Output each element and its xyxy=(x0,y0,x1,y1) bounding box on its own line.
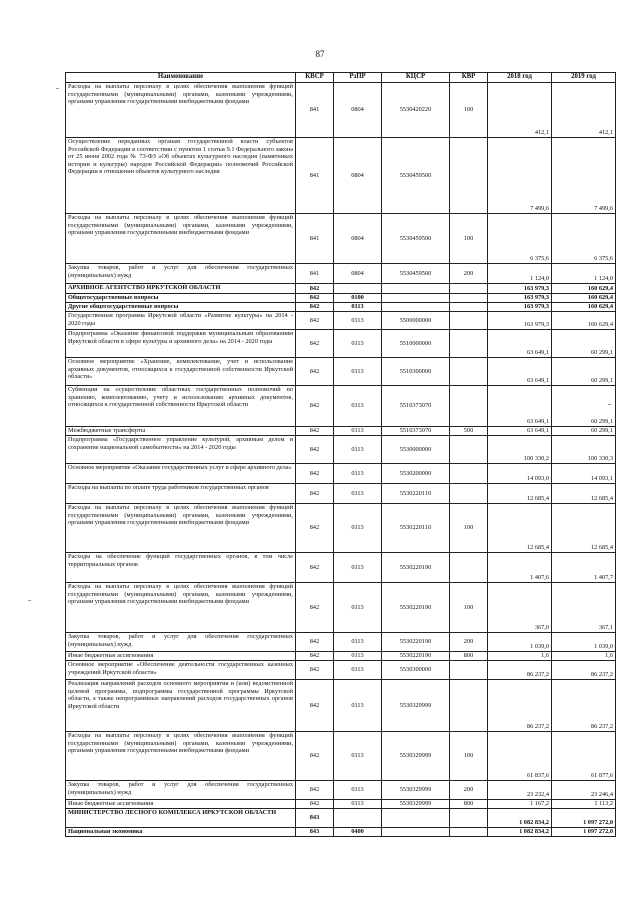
row-kvsr: 842 xyxy=(296,484,334,504)
row-rzpr: 0113 xyxy=(334,312,382,330)
row-rzpr xyxy=(334,284,382,294)
row-2019: 1 097 272,0 xyxy=(552,828,616,837)
row-2019: 1 407,7 xyxy=(552,553,616,583)
row-name: Закупка товаров, работ и услуг для обеспечения государственных (муниципальных) нужд xyxy=(66,781,296,800)
row-name: Основное мероприятие «Обеспечение деятельности государственных казенных учреждений Иркутской области» xyxy=(66,661,296,680)
row-kvr xyxy=(450,138,488,214)
row-kcsr: 5530220110 xyxy=(382,504,450,553)
row-kcsr: 5530200000 xyxy=(382,464,450,484)
row-2018: 1 082 834,2 xyxy=(488,809,552,828)
table-row xyxy=(66,464,616,484)
row-kvr: 800 xyxy=(450,800,488,809)
table-row xyxy=(66,781,616,800)
row-2019: 60 299,1 xyxy=(552,330,616,358)
table-row xyxy=(66,809,616,828)
row-2018: 63 649,1 xyxy=(488,330,552,358)
table-row xyxy=(66,312,616,330)
row-kcsr: 5530420220 xyxy=(382,83,450,138)
header-row xyxy=(66,73,616,83)
row-2019: 60 299,1 xyxy=(552,386,616,427)
row-kvr xyxy=(450,828,488,837)
row-kcsr: 5530459500 xyxy=(382,264,450,284)
row-name: Общегосударственные вопросы xyxy=(66,294,296,303)
row-2019: 86 237,2 xyxy=(552,680,616,732)
row-kvsr: 841 xyxy=(296,214,334,264)
row-rzpr: 0113 xyxy=(334,652,382,661)
row-name: Иные бюджетные ассигнования xyxy=(66,652,296,661)
row-rzpr: 0804 xyxy=(334,83,382,138)
row-rzpr: 0113 xyxy=(334,436,382,464)
row-kvr xyxy=(450,680,488,732)
table-row xyxy=(66,83,616,138)
row-kcsr: 5510000000 xyxy=(382,330,450,358)
row-kvsr: 842 xyxy=(296,464,334,484)
row-name: Расходы на выплаты персоналу в целях обеспечения выполнения функций государственными (муниципальными) органами, казенными учреждениями, органами управления государственными внебюджетными фондами xyxy=(66,732,296,781)
row-rzpr: 0113 xyxy=(334,781,382,800)
row-2019: 61 877,6 xyxy=(552,732,616,781)
scan-speck xyxy=(28,600,31,601)
row-2018: 1 407,6 xyxy=(488,553,552,583)
row-kvsr: 842 xyxy=(296,436,334,464)
table-row xyxy=(66,680,616,732)
row-kcsr: 5500000000 xyxy=(382,312,450,330)
row-kvsr: 841 xyxy=(296,264,334,284)
table-row xyxy=(66,436,616,464)
table-body xyxy=(66,83,616,837)
row-2018: 1 082 834,2 xyxy=(488,828,552,837)
row-name: Расходы на обеспечение функций государственных органов, в том числе территориальных органов xyxy=(66,553,296,583)
row-kvr: 100 xyxy=(450,504,488,553)
row-2018: 63 649,1 xyxy=(488,358,552,386)
table-row xyxy=(66,633,616,652)
row-kvr xyxy=(450,484,488,504)
budget-table xyxy=(65,72,616,837)
row-2019: 100 330,3 xyxy=(552,436,616,464)
row-2018: 61 837,6 xyxy=(488,732,552,781)
row-name: Расходы на выплаты персоналу в целях обеспечения выполнения функций государственными (муниципальными) органами, казенными учреждениями, органами управления государственными внебюджетными фондами xyxy=(66,504,296,553)
row-2018: 1,6 xyxy=(488,652,552,661)
row-kvsr: 842 xyxy=(296,330,334,358)
row-2018: 163 979,3 xyxy=(488,312,552,330)
row-2019: 367,1 xyxy=(552,583,616,633)
row-name: Расходы на выплаты персоналу в целях обеспечения выполнения функций государственными (муниципальными) органами, казенными учреждениями, органами управления государственными внебюджетными фондами xyxy=(66,83,296,138)
row-kcsr: 5530220190 xyxy=(382,553,450,583)
header-rzpr: РзПР xyxy=(334,73,382,83)
scan-speck xyxy=(56,88,59,89)
row-name: Государственная программа Иркутской области «Развитие культуры» на 2014 - 2020 годы xyxy=(66,312,296,330)
row-kvsr: 842 xyxy=(296,386,334,427)
row-kvsr: 842 xyxy=(296,303,334,312)
row-rzpr: 0113 xyxy=(334,633,382,652)
row-2019: 1 124,0 xyxy=(552,264,616,284)
row-name: Субвенции на осуществление областных государственных полномочий по хранению, комплектованию, учету и использованию архивных документов, относящихся к государственной собственности Иркутской области xyxy=(66,386,296,427)
row-kcsr xyxy=(382,809,450,828)
row-kvsr: 842 xyxy=(296,800,334,809)
row-name: Иные бюджетные ассигнования xyxy=(66,800,296,809)
row-2018: 163 979,3 xyxy=(488,294,552,303)
page-number: 87 xyxy=(315,49,325,59)
row-2018: 1 039,0 xyxy=(488,633,552,652)
row-name: Расходы на выплаты персоналу в целях обеспечения выполнения функций государственными (муниципальными) органами, казенными учреждениями, органами управления государственными внебюджетными фондами xyxy=(66,214,296,264)
row-rzpr: 0113 xyxy=(334,504,382,553)
row-kvsr: 842 xyxy=(296,294,334,303)
row-2018: 7 499,6 xyxy=(488,138,552,214)
row-kvsr: 842 xyxy=(296,358,334,386)
row-name: Национальная экономика xyxy=(66,828,296,837)
row-2019: 160 629,4 xyxy=(552,303,616,312)
row-2019: 7 499,6 xyxy=(552,138,616,214)
table-row xyxy=(66,138,616,214)
row-rzpr: 0804 xyxy=(334,214,382,264)
row-kvsr: 842 xyxy=(296,680,334,732)
row-2018: 86 237,2 xyxy=(488,680,552,732)
row-kvr xyxy=(450,358,488,386)
row-2018: 367,0 xyxy=(488,583,552,633)
row-kcsr: 5530329999 xyxy=(382,781,450,800)
row-name: Реализация направлений расходов основного мероприятия и (или) ведомственной целевой программы, подпрограммы государственной программы Иркутской области, а также непрограммных направлений расходов государственных органов Иркутской области xyxy=(66,680,296,732)
row-kvsr: 841 xyxy=(296,138,334,214)
row-name: Межбюджетные трансферты xyxy=(66,427,296,436)
row-kvr xyxy=(450,809,488,828)
row-rzpr xyxy=(334,809,382,828)
row-name: Основное мероприятие «Оказание государственных услуг в сфере архивного дела» xyxy=(66,464,296,484)
row-2019: 1,6 xyxy=(552,652,616,661)
table-row xyxy=(66,264,616,284)
header-2019: 2019 год xyxy=(552,73,616,83)
row-kvr xyxy=(450,303,488,312)
table-row xyxy=(66,828,616,837)
row-rzpr: 0804 xyxy=(334,264,382,284)
table-header xyxy=(66,73,616,83)
row-kcsr: 5530329999 xyxy=(382,680,450,732)
row-kvr xyxy=(450,464,488,484)
row-2019: 60 299,1 xyxy=(552,427,616,436)
scan-speck xyxy=(608,404,611,405)
table-row xyxy=(66,294,616,303)
row-kcsr xyxy=(382,284,450,294)
table-row xyxy=(66,358,616,386)
row-name: Закупка товаров, работ и услуг для обеспечения государственных (муниципальных) нужд xyxy=(66,264,296,284)
row-rzpr: 0113 xyxy=(334,427,382,436)
row-kvr: 200 xyxy=(450,633,488,652)
row-rzpr: 0113 xyxy=(334,680,382,732)
row-2018: 86 237,2 xyxy=(488,661,552,680)
row-2019: 86 237,2 xyxy=(552,661,616,680)
row-2018: 12 685,4 xyxy=(488,484,552,504)
row-kcsr: 5510373070 xyxy=(382,427,450,436)
row-2018: 23 232,4 xyxy=(488,781,552,800)
row-kcsr xyxy=(382,303,450,312)
table-row xyxy=(66,303,616,312)
table-row xyxy=(66,732,616,781)
row-rzpr: 0113 xyxy=(334,800,382,809)
row-kcsr: 5530329999 xyxy=(382,800,450,809)
row-kcsr: 5530329999 xyxy=(382,732,450,781)
row-kvsr: 842 xyxy=(296,427,334,436)
row-name: Расходы на выплаты по оплате труда работников государственных органов xyxy=(66,484,296,504)
row-name: Расходы на выплаты персоналу в целях обеспечения выполнения функций государственными (муниципальными) органами, казенными учреждениями, органами управления государственными внебюджетными фондами xyxy=(66,583,296,633)
row-rzpr: 0804 xyxy=(334,138,382,214)
row-2018: 163 979,3 xyxy=(488,303,552,312)
row-kcsr: 5530220190 xyxy=(382,652,450,661)
row-kcsr: 5530220190 xyxy=(382,583,450,633)
row-kcsr: 5530220110 xyxy=(382,484,450,504)
row-kvsr: 842 xyxy=(296,284,334,294)
header-kvr: КВР xyxy=(450,73,488,83)
row-kvr xyxy=(450,330,488,358)
row-name: Подпрограмма «Оказание финансовой поддержки муниципальным образованиям Иркутской области в сфере культуры и архивного дела» на 2014 - 2020 годы xyxy=(66,330,296,358)
row-kvsr: 842 xyxy=(296,661,334,680)
row-kvr: 200 xyxy=(450,781,488,800)
row-2018: 14 093,0 xyxy=(488,464,552,484)
row-kvsr: 842 xyxy=(296,312,334,330)
row-2019: 14 093,1 xyxy=(552,464,616,484)
row-kvr xyxy=(450,312,488,330)
header-kcsr: КЦСР xyxy=(382,73,450,83)
row-rzpr: 0113 xyxy=(334,464,382,484)
row-kcsr: 5530459500 xyxy=(382,214,450,264)
row-kcsr: 5530300000 xyxy=(382,661,450,680)
table-row xyxy=(66,553,616,583)
table-row xyxy=(66,330,616,358)
table-row xyxy=(66,652,616,661)
row-kvr xyxy=(450,284,488,294)
row-2019: 1 039,0 xyxy=(552,633,616,652)
row-kvsr: 842 xyxy=(296,652,334,661)
table-row xyxy=(66,214,616,264)
row-kvsr: 841 xyxy=(296,83,334,138)
row-rzpr: 0113 xyxy=(334,386,382,427)
table-row xyxy=(66,386,616,427)
row-2019: 60 299,1 xyxy=(552,358,616,386)
row-kvr: 100 xyxy=(450,732,488,781)
header-name: Наименование xyxy=(66,73,296,83)
row-kvsr: 842 xyxy=(296,781,334,800)
row-kvr xyxy=(450,661,488,680)
row-kvr: 800 xyxy=(450,652,488,661)
table-row xyxy=(66,427,616,436)
row-2019: 1 113,2 xyxy=(552,800,616,809)
row-2018: 163 979,3 xyxy=(488,284,552,294)
row-kcsr xyxy=(382,828,450,837)
row-kcsr xyxy=(382,294,450,303)
table-row xyxy=(66,661,616,680)
row-name: Осуществление переданных органам государственной власти субъектов Российской Федерации в соответствии с пунктом 1 статьи 9.1 Федерального закона от 25 июня 2002 года № 73-ФЗ «Об объектах культурного наследия (памятниках истории и культуры) народов Российской Федерации» полномочий Российской Федерации в отношении объектов культурного наследия xyxy=(66,138,296,214)
row-2018: 1 167,2 xyxy=(488,800,552,809)
row-name: МИНИСТЕРСТВО ЛЕСНОГО КОМПЛЕКСА ИРКУТСКОЙ ОБЛАСТИ xyxy=(66,809,296,828)
row-rzpr: 0113 xyxy=(334,330,382,358)
row-rzpr: 0100 xyxy=(334,294,382,303)
row-2019: 23 246,4 xyxy=(552,781,616,800)
row-kvr: 100 xyxy=(450,83,488,138)
row-2018: 412,1 xyxy=(488,83,552,138)
row-rzpr: 0113 xyxy=(334,661,382,680)
row-name: Закупка товаров, работ и услуг для обеспечения государственных (муниципальных) нужд xyxy=(66,633,296,652)
row-kcsr: 5510373070 xyxy=(382,386,450,427)
row-2019: 412,1 xyxy=(552,83,616,138)
row-2018: 63 649,1 xyxy=(488,386,552,427)
row-2019: 12 685,4 xyxy=(552,484,616,504)
row-2018: 63 649,1 xyxy=(488,427,552,436)
row-kvr xyxy=(450,294,488,303)
row-kvr: 200 xyxy=(450,264,488,284)
row-rzpr: 0400 xyxy=(334,828,382,837)
row-2019: 160 629,4 xyxy=(552,312,616,330)
header-kvsr: КВСР xyxy=(296,73,334,83)
table-row xyxy=(66,583,616,633)
row-kcsr: 5530000000 xyxy=(382,436,450,464)
row-kcsr: 5530220190 xyxy=(382,633,450,652)
row-2019: 1 097 272,0 xyxy=(552,809,616,828)
row-name: Другие общегосударственные вопросы xyxy=(66,303,296,312)
row-name: Подпрограмма «Государственное управление культурой, архивным делом и сохранение национальной самобытности» на 2014 - 2020 годы xyxy=(66,436,296,464)
row-kvr: 500 xyxy=(450,427,488,436)
row-rzpr: 0113 xyxy=(334,303,382,312)
row-rzpr: 0113 xyxy=(334,553,382,583)
row-2018: 100 330,2 xyxy=(488,436,552,464)
row-2019: 160 629,4 xyxy=(552,284,616,294)
row-kvr xyxy=(450,386,488,427)
row-kvsr: 843 xyxy=(296,809,334,828)
table-row xyxy=(66,504,616,553)
row-2018: 12 685,4 xyxy=(488,504,552,553)
row-rzpr: 0113 xyxy=(334,732,382,781)
row-kvr: 100 xyxy=(450,214,488,264)
row-kvsr: 842 xyxy=(296,633,334,652)
row-kvsr: 842 xyxy=(296,553,334,583)
row-rzpr: 0113 xyxy=(334,484,382,504)
row-kvr: 100 xyxy=(450,583,488,633)
row-2018: 1 124,0 xyxy=(488,264,552,284)
row-rzpr: 0113 xyxy=(334,358,382,386)
table-row xyxy=(66,800,616,809)
row-name: АРХИВНОЕ АГЕНТСТВО ИРКУТСКОЙ ОБЛАСТИ xyxy=(66,284,296,294)
row-kcsr: 5530459500 xyxy=(382,138,450,214)
row-rzpr: 0113 xyxy=(334,583,382,633)
row-kvsr: 842 xyxy=(296,504,334,553)
header-2018: 2018 год xyxy=(488,73,552,83)
table-row xyxy=(66,484,616,504)
row-kcsr: 5510300000 xyxy=(382,358,450,386)
row-2019: 12 685,4 xyxy=(552,504,616,553)
row-2019: 160 629,4 xyxy=(552,294,616,303)
row-2019: 6 375,6 xyxy=(552,214,616,264)
row-2018: 6 375,6 xyxy=(488,214,552,264)
table-row xyxy=(66,284,616,294)
row-kvr xyxy=(450,436,488,464)
row-name: Основное мероприятие «Хранение, комплектование, учет и использование архивных документов, относящихся к государственной собственности Иркутской области» xyxy=(66,358,296,386)
row-kvsr: 842 xyxy=(296,583,334,633)
row-kvsr: 842 xyxy=(296,732,334,781)
row-kvr xyxy=(450,553,488,583)
row-kvsr: 843 xyxy=(296,828,334,837)
